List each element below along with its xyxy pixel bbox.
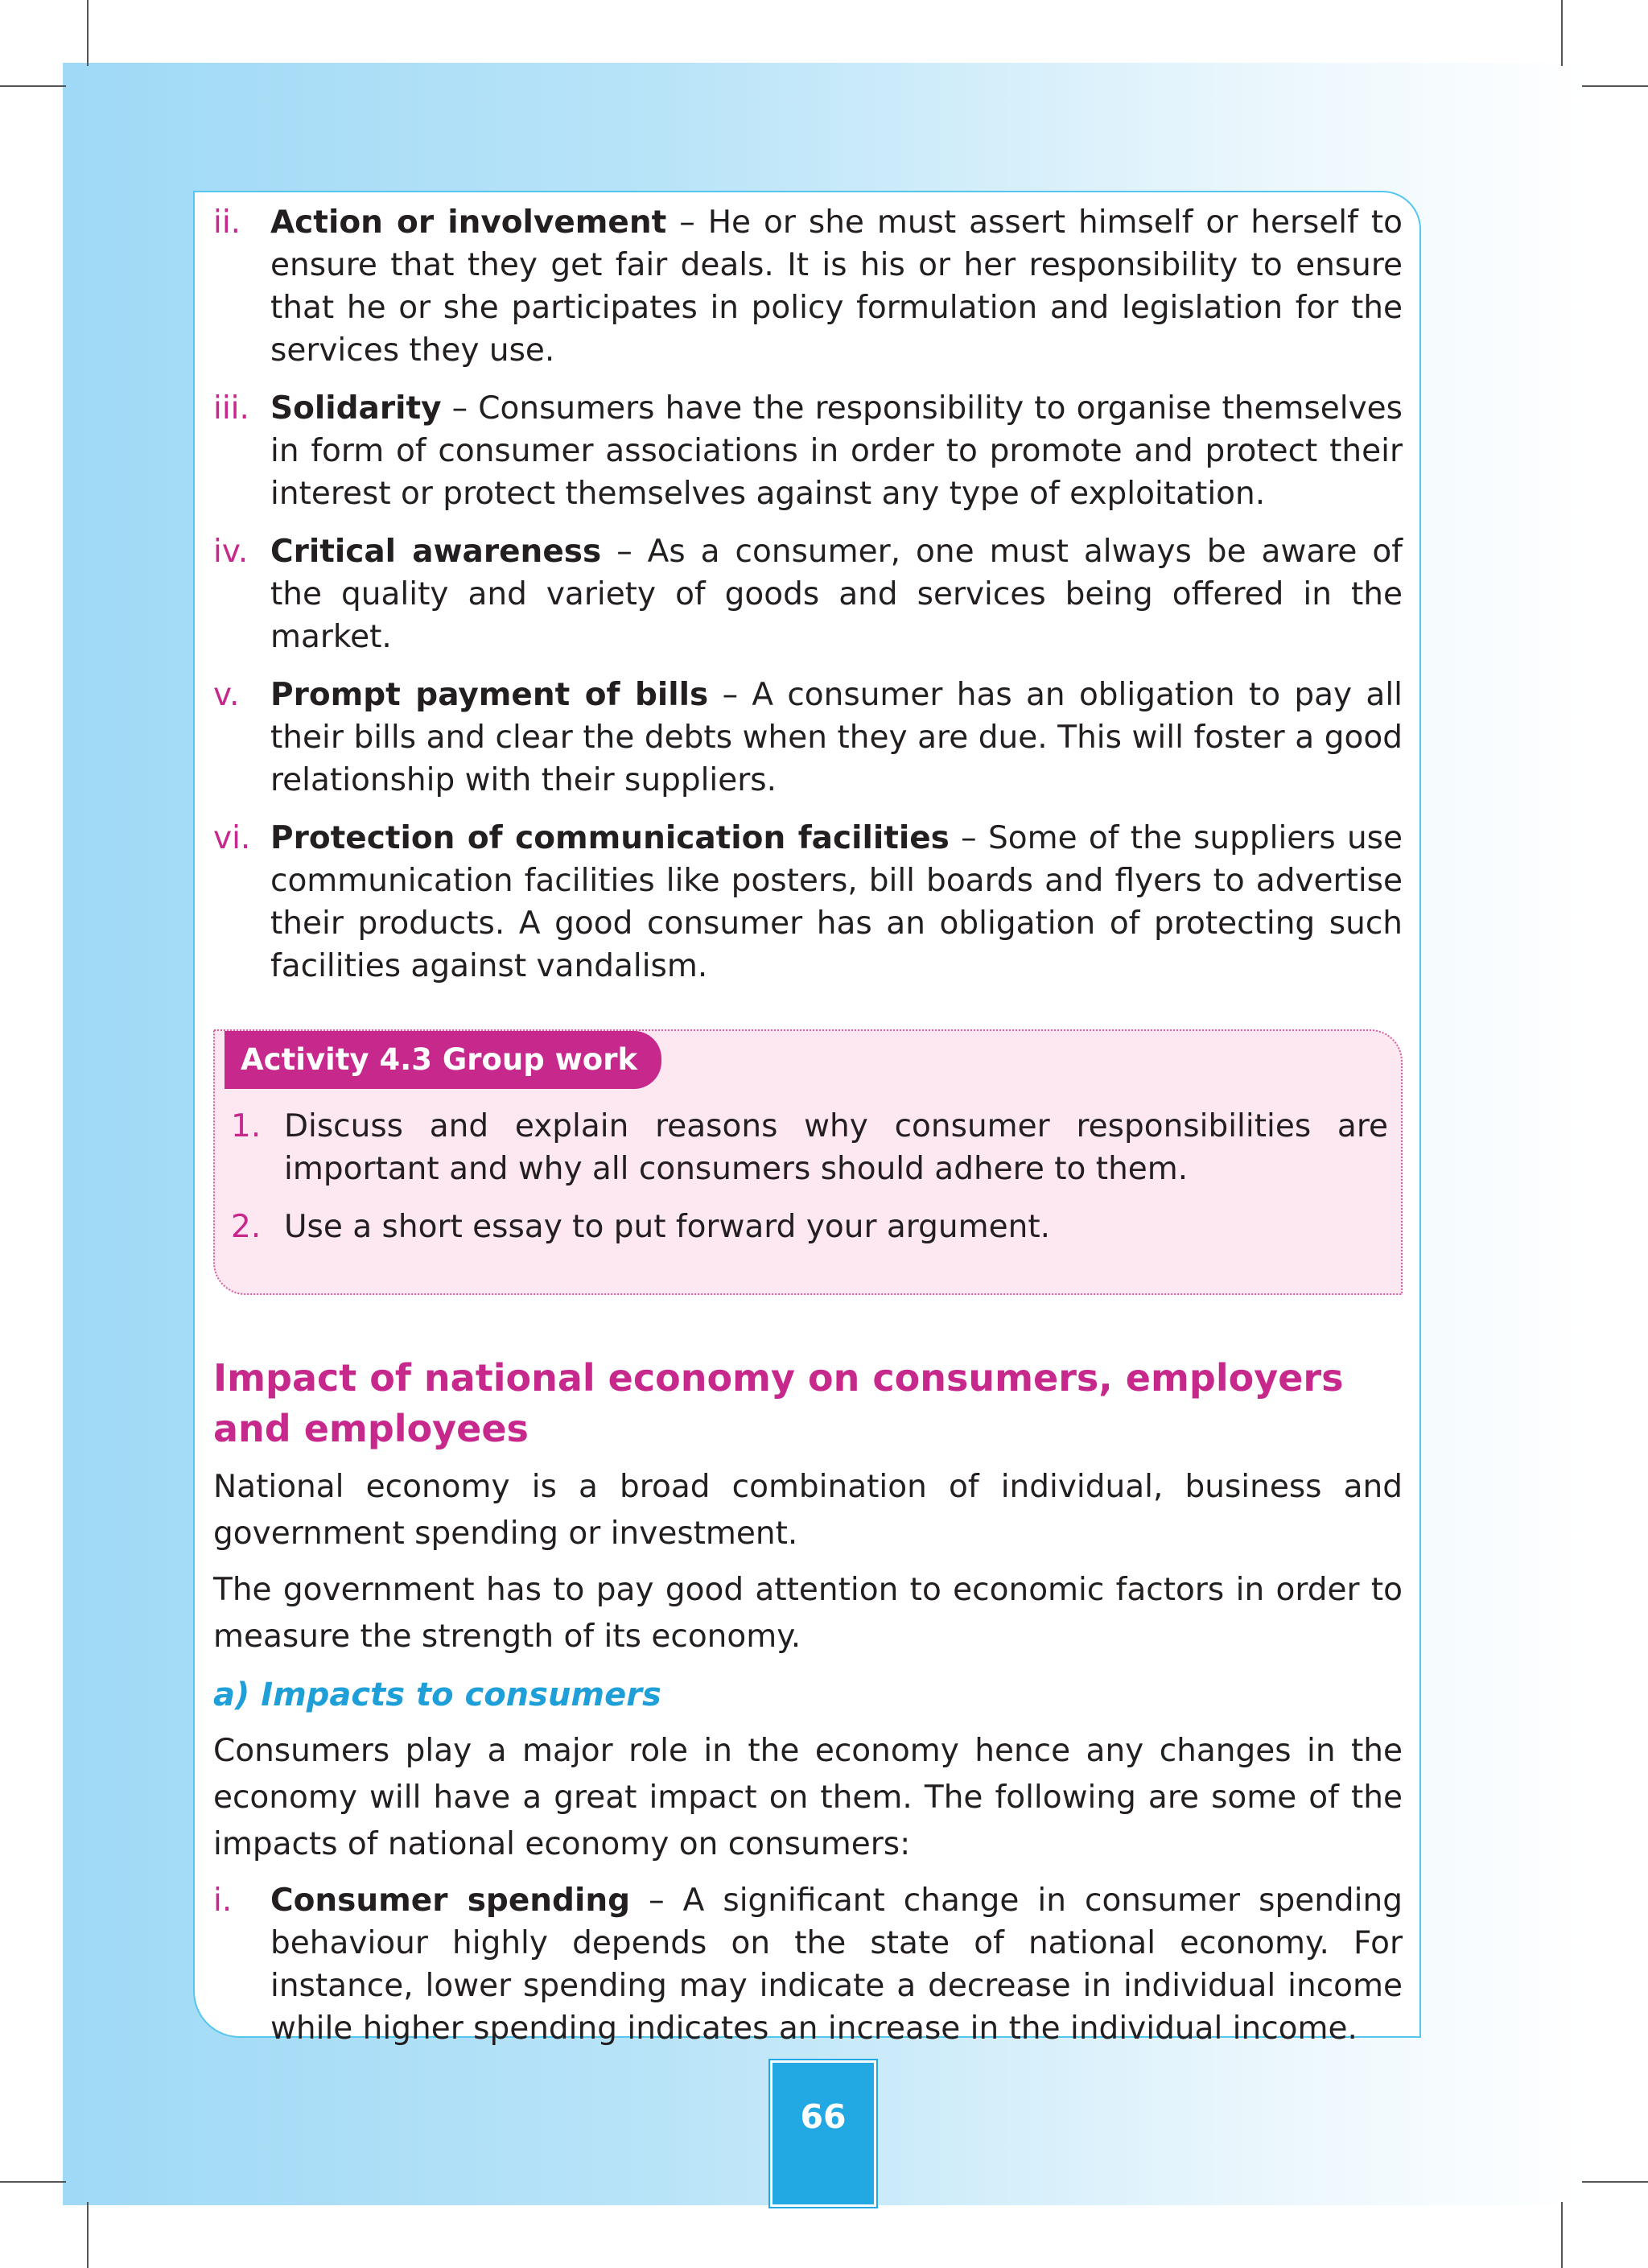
page-content [213,201,1403,2065]
crop-mark [0,85,66,87]
activity-box [213,1029,1403,1295]
crop-mark [1561,2202,1563,2268]
list-number: iii. [213,390,249,427]
list-term: Prompt payment of bills [270,677,709,713]
list-item [213,817,1403,988]
list-term: Solidarity [270,390,442,427]
paragraph: The government has to pay good attention to economic factors in order to measure the strength of its economy. [213,1572,1403,1655]
list-item [231,1105,1388,1190]
subsection-heading: a) Impacts to consumers [213,1676,661,1713]
paragraph: National economy is a broad combination of individual, business and government spending or investment. [213,1469,1403,1552]
activity-title: Activity 4.3 Group work [225,1031,661,1089]
list-term: Action or involvement [270,204,667,241]
list-text: – Consumers have the responsibility to organise themselves in form of consumer associations in order to promote and protect their interest or protect themselves against any type of exploitation. [270,390,1403,512]
activity-list [231,1105,1388,1264]
list-text: Use a short essay to put forward your argument. [284,1209,1051,1245]
page-number: 66 [800,2097,847,2136]
list-number: v. [213,677,240,713]
paragraph: Consumers play a major role in the economy hence any changes in the economy will have a great impact on them. The following are some of the impacts of national economy on consumers: [213,1733,1403,1862]
crop-mark [87,0,89,66]
list-text: Discuss and explain reasons why consumer responsibilities are important and why all consumers should adhere to them. [284,1108,1388,1187]
list-number: vi. [213,820,251,856]
list-number: ii. [213,204,241,241]
list-item [213,201,1403,372]
crop-mark [0,2181,66,2183]
list-text: – Some of the suppliers use communication facilities like posters, bill boards and flyers to advertise their products. A good consumer has an obligation of protecting such facilities against vandalism. [270,820,1403,984]
list-text: – As a consumer, one must always be aware of the quality and variety of goods and services being offered in the market. [270,534,1403,655]
list-term: Consumer spending [270,1882,631,1919]
list-item [213,1879,1403,2050]
list-item [231,1206,1388,1248]
list-item [213,387,1403,515]
list-text: – A consumer has an obligation to pay all their bills and clear the debts when they are due. This will foster a good relationship with their suppliers. [270,677,1403,798]
list-term: Protection of communication facilities [270,820,950,856]
crop-mark [87,2202,89,2268]
list-number: 2. [231,1209,262,1245]
crop-mark [1582,85,1648,87]
list-item [213,674,1403,802]
list-term: Critical awareness [270,534,602,570]
list-number: i. [213,1882,233,1919]
crop-mark [1582,2181,1648,2183]
list-number: 1. [231,1108,262,1144]
section-heading: Impact of national economy on consumers, employers and employees [213,1356,1344,1450]
crop-mark [1561,0,1563,66]
list-text: – A significant change in consumer spending behaviour highly depends on the state of national economy. For instance, lower spending may indicate a decrease in individual income while higher spending indicates an increase in the individual income. [270,1882,1403,2047]
list-number: iv. [213,534,249,570]
list-item [213,530,1403,658]
list-text: – He or she must assert himself or herself to ensure that they get fair deals. It is his or her responsibility to ensure that he or she participates in policy formulation and legislation for the services they use. [270,204,1403,369]
